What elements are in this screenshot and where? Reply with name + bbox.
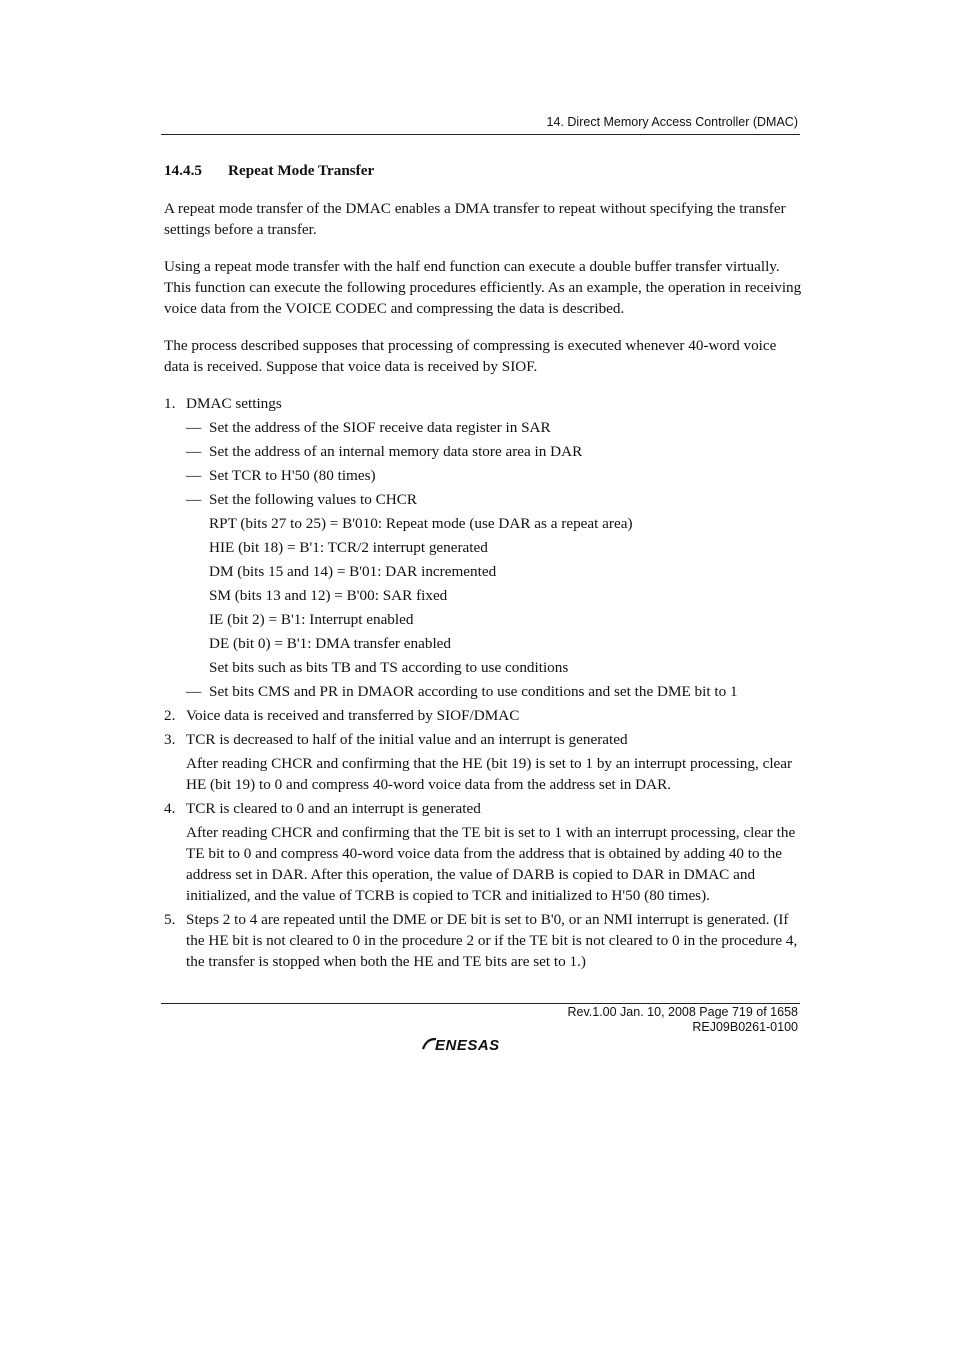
chcr-value: SM (bits 13 and 12) = B'00: SAR fixed	[209, 587, 448, 604]
chapter-title: 14. Direct Memory Access Controller (DMAC)	[546, 115, 798, 129]
list-item	[186, 681, 804, 702]
step-detail: After reading CHCR and confirming that the TE bit is set to 1 with an interrupt processing, clear the TE bit to 0 and compress 40-word voice data from the address that is obtained by adding 40 to the address set in DAR. After this operation, the value of DARB is copied to DAR in DMAC and initialized, and the value of TCRB is copied to TCR and initialized to H'50 (80 times).	[186, 824, 796, 904]
step-text: TCR is decreased to half of the initial value and an interrupt is generated	[186, 731, 628, 748]
procedure-list	[164, 393, 804, 972]
list-item	[186, 417, 804, 438]
section-heading	[164, 160, 804, 181]
paragraph: A repeat mode transfer of the DMAC enables a DMA transfer to repeat without specifying the transfer settings before a transfer.	[164, 200, 786, 238]
svg-text:ENESAS: ENESAS	[435, 1037, 500, 1054]
chcr-values-list	[209, 513, 804, 678]
setting-text: Set the following values to CHCR	[209, 491, 417, 508]
section-number: 14.4.5	[164, 162, 202, 179]
paragraph: Using a repeat mode transfer with the half end function can execute a double buffer transfer virtually. This function can execute the following procedures efficiently. As an example, the operation in receiving voice data from the VOICE CODEC and compressing the data is described.	[164, 258, 802, 317]
setting-text: Set TCR to H'50 (80 times)	[209, 467, 376, 484]
step-text: Steps 2 to 4 are repeated until the DME or DE bit is set to B'0, or an NMI interrupt is generated. (If the HE bit is not cleared to 0 in the procedure 2 or if the TE bit is not cleared to 0 in the procedure 4, the transfer is stopped when both the HE and TE bits are set to 1.)	[186, 911, 798, 970]
dash-bullet: —	[186, 419, 202, 436]
step-detail: After reading CHCR and confirming that the HE (bit 19) is set to 1 by an interrupt processing, clear HE (bit 19) to 0 and compress 40-word voice data from the address set in DAR.	[186, 755, 793, 793]
renesas-logo-icon	[422, 1035, 542, 1055]
setting-text: Set the address of the SIOF receive data register in SAR	[209, 419, 551, 436]
page-footer	[567, 1005, 798, 1035]
dash-bullet: —	[186, 683, 202, 700]
chcr-value: HIE (bit 18) = B'1: TCR/2 interrupt generated	[209, 539, 488, 556]
step-number: 2.	[164, 707, 176, 724]
chcr-value: DM (bits 15 and 14) = B'01: DAR incremented	[209, 563, 497, 580]
list-item	[164, 705, 804, 726]
step-number: 1.	[164, 395, 176, 412]
chcr-value: RPT (bits 27 to 25) = B'010: Repeat mode (use DAR as a repeat area)	[209, 515, 633, 532]
list-item	[186, 489, 804, 678]
dash-bullet: —	[186, 443, 202, 460]
page-content	[164, 160, 804, 975]
renesas-logo-graphic	[422, 1035, 542, 1055]
document-number: REJ09B0261-0100	[692, 1020, 798, 1034]
dash-bullet: —	[186, 467, 202, 484]
revision-info: Rev.1.00 Jan. 10, 2008 Page 719 of 1658	[567, 1005, 798, 1019]
list-item	[186, 465, 804, 486]
step-number: 3.	[164, 731, 176, 748]
chcr-value: IE (bit 2) = B'1: Interrupt enabled	[209, 611, 414, 628]
list-item	[186, 441, 804, 462]
setting-text: Set bits CMS and PR in DMAOR according to use conditions and set the DME bit to 1	[209, 683, 738, 700]
step-text: TCR is cleared to 0 and an interrupt is generated	[186, 800, 481, 817]
footer-divider	[161, 1003, 800, 1004]
list-item	[164, 909, 804, 972]
list-item	[164, 798, 804, 906]
paragraph: The process described supposes that processing of compressing is executed whenever 40-word voice data is received. Suppose that voice data is received by SIOF.	[164, 337, 777, 375]
step-number: 5.	[164, 911, 176, 928]
running-header	[161, 114, 800, 135]
setting-text: Set the address of an internal memory data store area in DAR	[209, 443, 583, 460]
list-item	[164, 393, 804, 702]
dash-bullet: —	[186, 491, 202, 508]
chcr-value: DE (bit 0) = B'1: DMA transfer enabled	[209, 635, 452, 652]
section-title: Repeat Mode Transfer	[228, 162, 375, 179]
chcr-value: Set bits such as bits TB and TS according to use conditions	[209, 659, 569, 676]
dmac-settings-list	[186, 417, 804, 702]
step-number: 4.	[164, 800, 176, 817]
step-text: DMAC settings	[186, 395, 282, 412]
step-text: Voice data is received and transferred by SIOF/DMAC	[186, 707, 520, 724]
list-item	[164, 729, 804, 795]
